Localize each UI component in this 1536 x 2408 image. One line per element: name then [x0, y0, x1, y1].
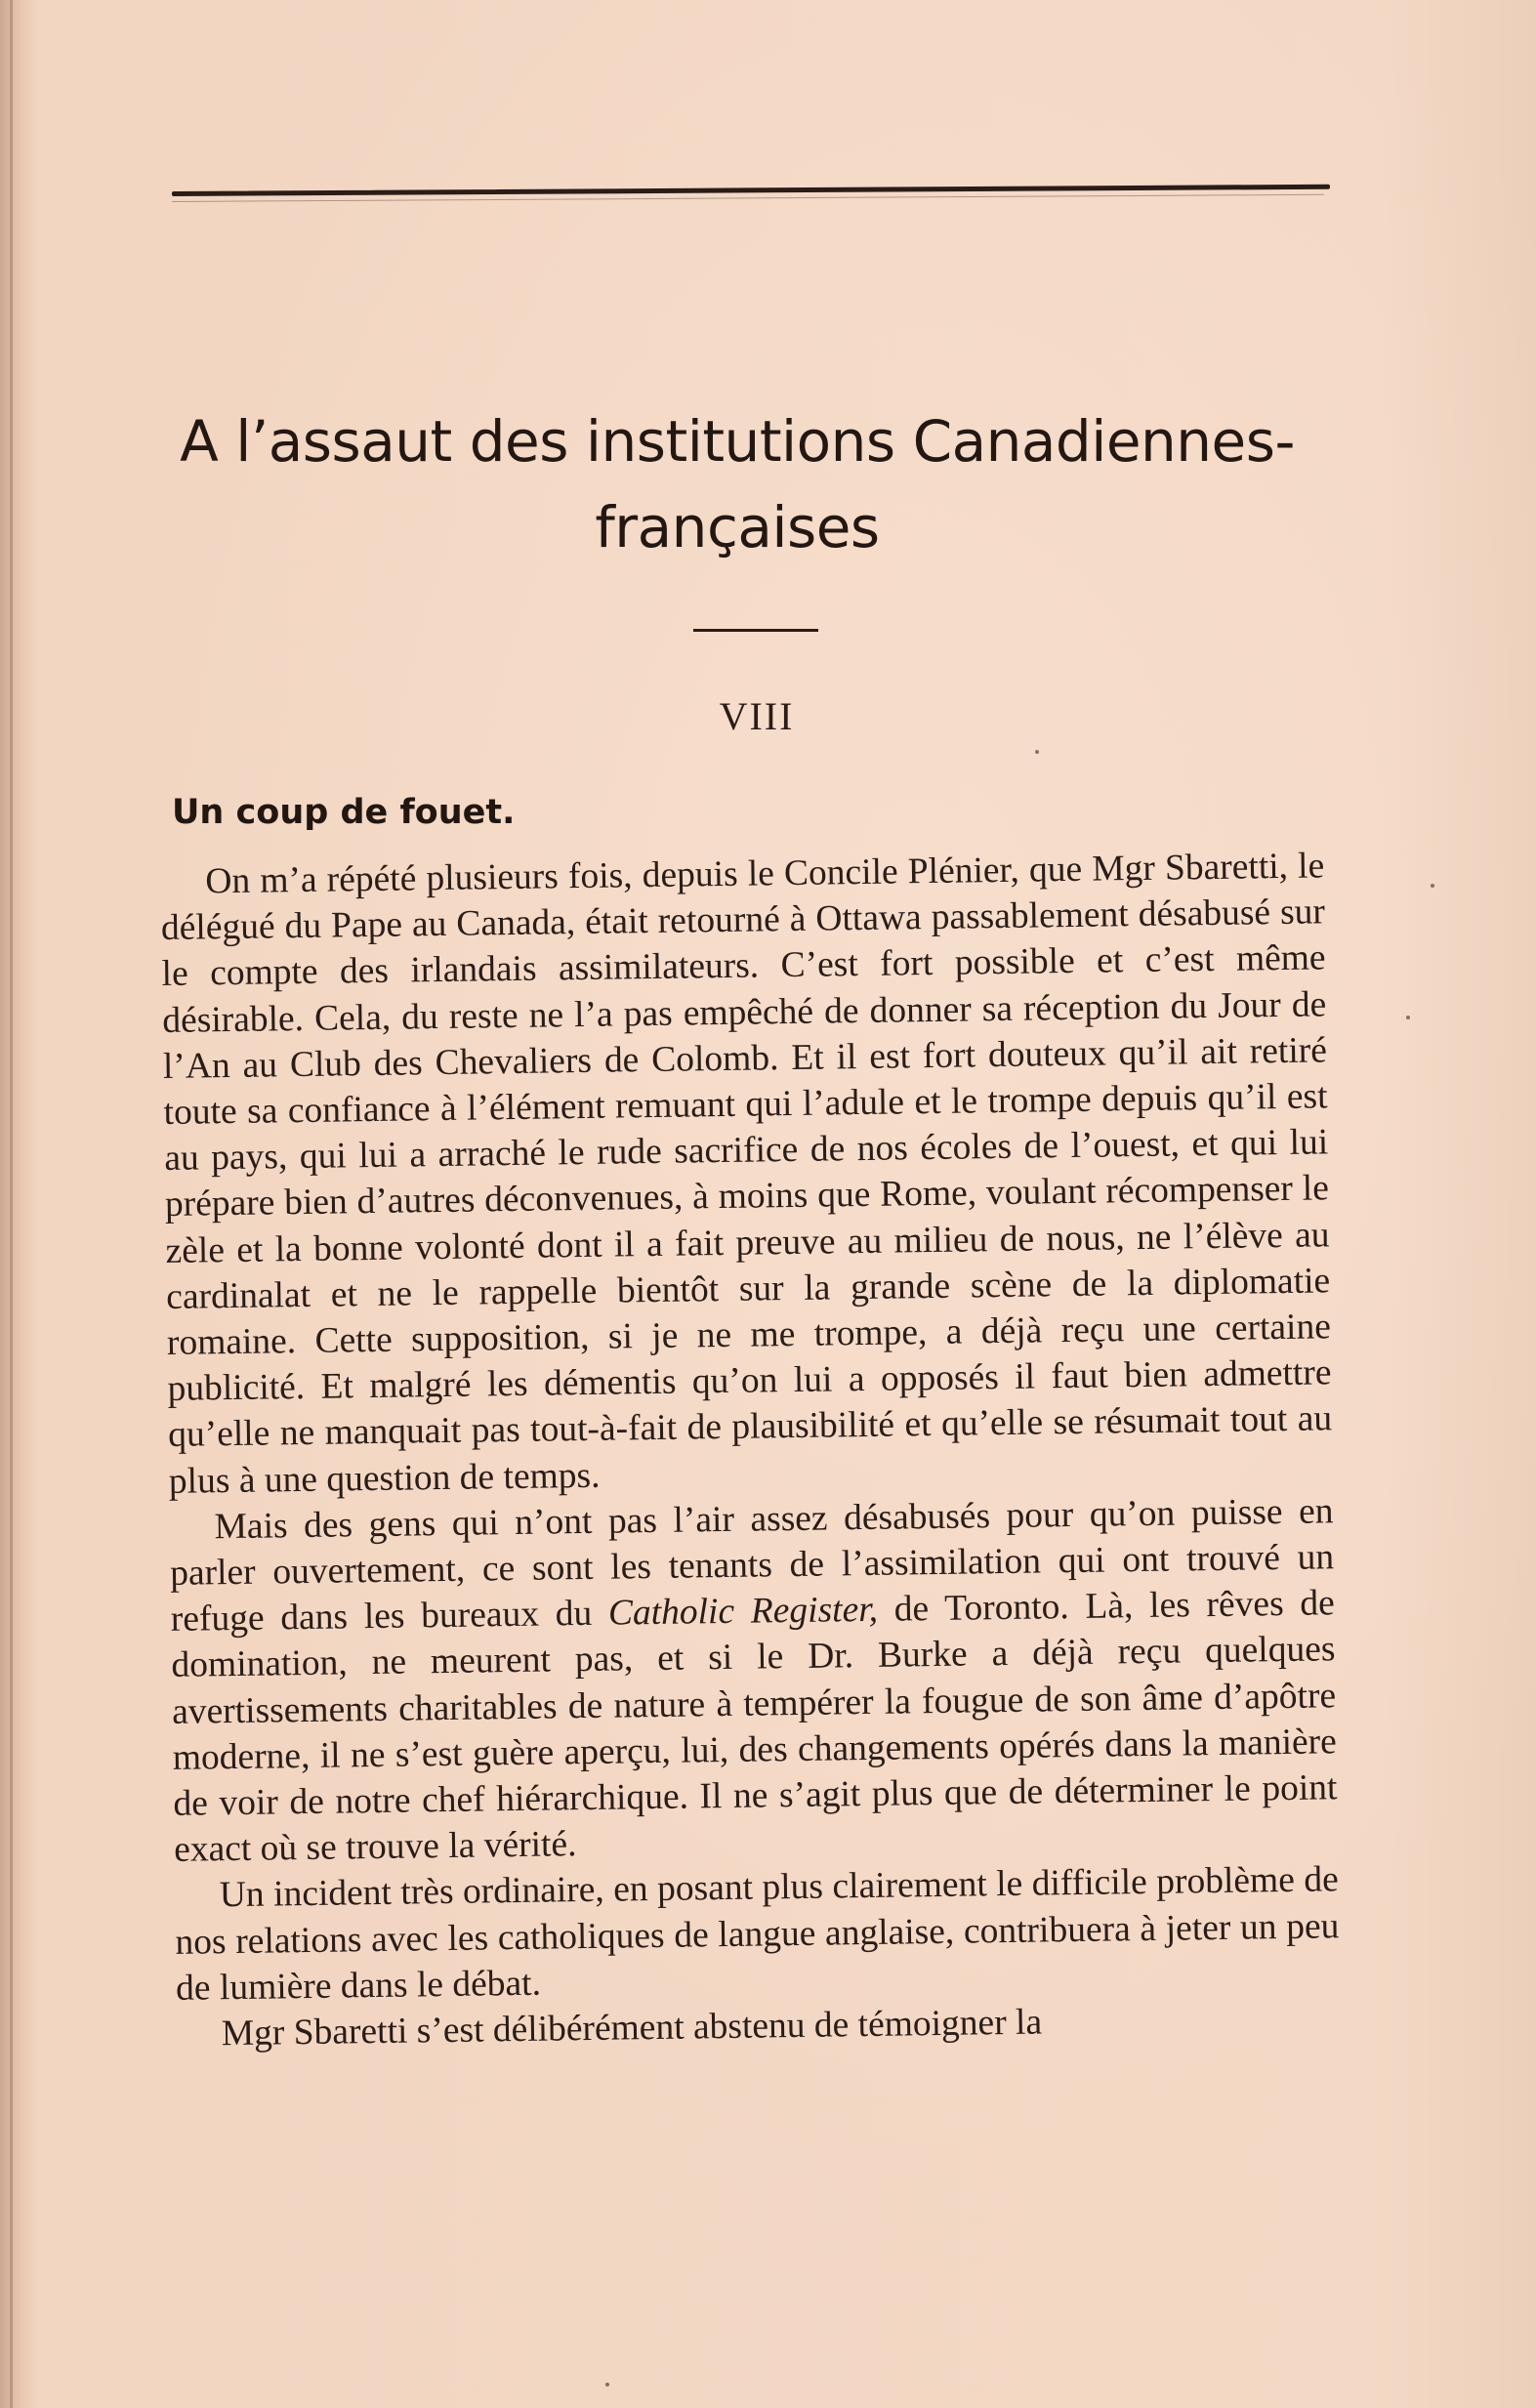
body-text: [160, 843, 1341, 2057]
paper-speck: [1406, 1016, 1410, 1019]
newspaper-title: Catholic Register,: [607, 1590, 879, 1634]
paragraph-2-text-b: de Toronto. Là, les rêves de domination, ne meurent pas, et si le Dr. Burke a déjà reçu quelques avertissements charitables de nature à tempérer la fougue de son âme d’apôtre moderne, il ne s’est guère aperçu, lui, des changements opérés dans la manière de voir de notre chef hiérarchique. Il ne s’agit plus que de déterminer le point exact où se trouve la vérité.: [171, 1583, 1338, 1871]
page-gutter-edge: [10, 0, 13, 2408]
section-heading: Un coup de fouet.: [172, 793, 516, 832]
paragraph-2: [169, 1488, 1338, 1873]
paper-speck: [1035, 750, 1039, 754]
top-rule-shadow: [172, 194, 1324, 202]
chapter-title-line-2: françaises: [595, 494, 880, 560]
chapter-number: VIII: [719, 694, 795, 738]
paragraph-4: Mgr Sbaretti s’est délibérément abstenu de témoigner la: [221, 2002, 1043, 2055]
title-divider: [693, 629, 818, 632]
paper-speck: [1431, 884, 1434, 888]
chapter-title-line-1: A l’assaut des institutions Canadiennes-: [180, 408, 1295, 475]
paragraph-2-text-a: Mais des gens qui n’ont pas l’air assez désabusés pour qu’on puisse en parler ouvertement, ce sont les tenants de l’assimilation qui ont trouvé un refuge dans les bureaux du: [169, 1491, 1335, 1640]
paper-speck: [605, 2383, 609, 2387]
paragraph-1: On m’a répété plusieurs fois, depuis le Concile Plénier, que Mgr Sbaretti, le délégué du Pape au Canada, était retourné à Ottawa passablement désabusé sur le compte des irlandais assimilateurs. C’est fort possible et c’est même désirable. Cela, du reste ne l’a pas empêché de donner sa réception du Jour de l’An au Club des Chevaliers de Colomb. Et il est fort douteux qu’il ait retiré toute sa confiance à l’élément remuant qui l’adule et le trompe depuis qu’il est au pays, qui lui a arraché le rude sacrifice de nos écoles de l’ouest, et qui lui prépare bien d’autres déconvenues, à moins que Rome, voulant récompenser le zèle et la bonne volonté dont il a fait preuve au milieu de nous, ne l’élève au cardinalat et ne le rappelle bientôt sur la grande scène de la diplomatie romaine. Cette supposition, si je ne me trompe, a déjà reçu une certaine publicité. Et malgré les démentis qu’on lui a opposés il faut bien admettre qu’elle ne manquait pas tout-à-fait de plausibilité et qu’elle se résumait tout au plus à une question de temps.: [160, 846, 1333, 1502]
paragraph-3: Un incident très ordinaire, en posant plus clairement le difficile problème de nos relations avec les catholiques de langue anglaise, contribuera à jeter un peu de lumière dans le débat.: [175, 1859, 1340, 2009]
chapter-title: [146, 398, 1328, 570]
